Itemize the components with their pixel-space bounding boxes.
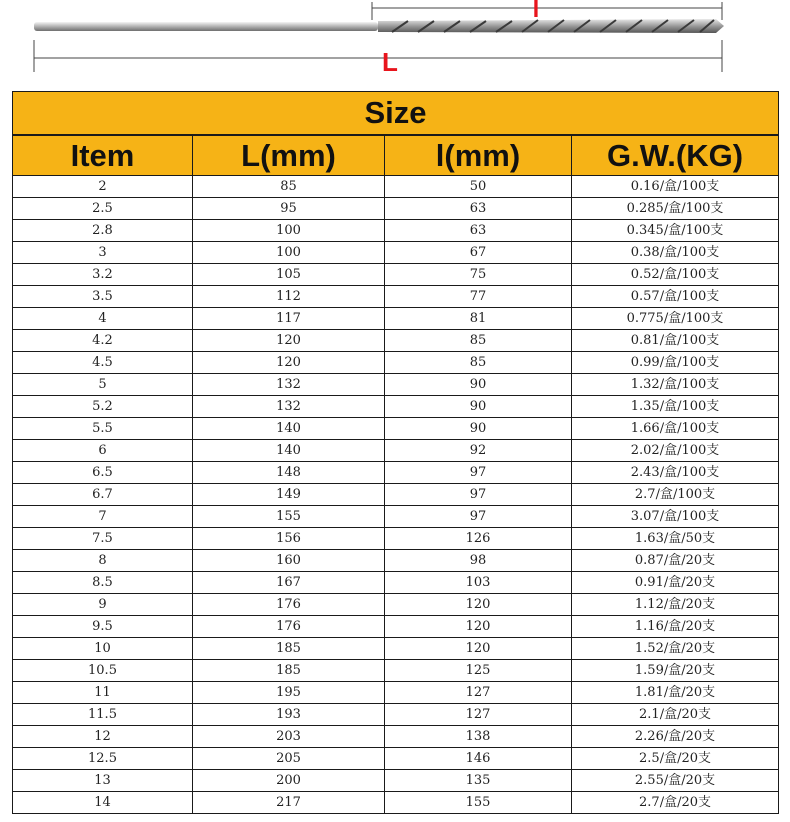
table-row	[13, 352, 779, 374]
cell-gross-weight: 2.5/盒/20支	[572, 748, 779, 770]
cell-gross-weight: 0.81/盒/100支	[572, 330, 779, 352]
header-gross-weight: G.W.(KG)	[572, 135, 779, 176]
cell-gross-weight: 0.52/盒/100支	[572, 264, 779, 286]
cell-item: 2	[13, 176, 193, 198]
cell-overall-length: 120	[193, 352, 385, 374]
cell-gross-weight: 1.52/盒/20支	[572, 638, 779, 660]
cell-overall-length: 100	[193, 242, 385, 264]
table-row	[13, 286, 779, 308]
table-title: Size	[13, 92, 779, 136]
cell-flute-length: 85	[385, 352, 572, 374]
cell-gross-weight: 0.16/盒/100支	[572, 176, 779, 198]
drill-bit-diagram	[0, 0, 790, 80]
cell-overall-length: 117	[193, 308, 385, 330]
cell-flute-length: 97	[385, 462, 572, 484]
cell-flute-length: 103	[385, 572, 572, 594]
table-body	[13, 176, 779, 814]
cell-item: 8.5	[13, 572, 193, 594]
cell-overall-length: 200	[193, 770, 385, 792]
cell-flute-length: 77	[385, 286, 572, 308]
cell-flute-length: 126	[385, 528, 572, 550]
cell-overall-length: 167	[193, 572, 385, 594]
cell-item: 7.5	[13, 528, 193, 550]
table-row	[13, 770, 779, 792]
cell-flute-length: 92	[385, 440, 572, 462]
overall-length-label: L	[382, 47, 398, 77]
table-row	[13, 242, 779, 264]
table-row	[13, 660, 779, 682]
cell-item: 4	[13, 308, 193, 330]
table-row	[13, 308, 779, 330]
cell-gross-weight: 2.1/盒/20支	[572, 704, 779, 726]
cell-overall-length: 205	[193, 748, 385, 770]
cell-item: 2.8	[13, 220, 193, 242]
cell-flute-length: 120	[385, 594, 572, 616]
cell-item: 6.5	[13, 462, 193, 484]
table-row	[13, 550, 779, 572]
cell-item: 8	[13, 550, 193, 572]
cell-gross-weight: 1.16/盒/20支	[572, 616, 779, 638]
cell-item: 14	[13, 792, 193, 814]
cell-flute-length: 127	[385, 704, 572, 726]
cell-flute-length: 120	[385, 616, 572, 638]
cell-overall-length: 176	[193, 616, 385, 638]
cell-gross-weight: 1.32/盒/100支	[572, 374, 779, 396]
cell-overall-length: 148	[193, 462, 385, 484]
cell-overall-length: 140	[193, 418, 385, 440]
cell-gross-weight: 1.81/盒/20支	[572, 682, 779, 704]
cell-gross-weight: 0.285/盒/100支	[572, 198, 779, 220]
cell-flute-length: 135	[385, 770, 572, 792]
table-row	[13, 506, 779, 528]
cell-item: 7	[13, 506, 193, 528]
cell-item: 11	[13, 682, 193, 704]
table-row	[13, 462, 779, 484]
cell-item: 3	[13, 242, 193, 264]
cell-gross-weight: 1.35/盒/100支	[572, 396, 779, 418]
header-row	[13, 135, 779, 176]
cell-gross-weight: 1.12/盒/20支	[572, 594, 779, 616]
cell-gross-weight: 0.775/盒/100支	[572, 308, 779, 330]
cell-flute-length: 50	[385, 176, 572, 198]
cell-overall-length: 112	[193, 286, 385, 308]
header-overall-length: L(mm)	[193, 135, 385, 176]
table-row	[13, 396, 779, 418]
cell-gross-weight: 0.345/盒/100支	[572, 220, 779, 242]
size-table	[12, 91, 779, 814]
table-row	[13, 440, 779, 462]
cell-item: 6.7	[13, 484, 193, 506]
cell-overall-length: 95	[193, 198, 385, 220]
cell-overall-length: 176	[193, 594, 385, 616]
cell-item: 13	[13, 770, 193, 792]
cell-overall-length: 132	[193, 374, 385, 396]
cell-item: 4.2	[13, 330, 193, 352]
table-row	[13, 792, 779, 814]
cell-flute-length: 138	[385, 726, 572, 748]
cell-overall-length: 156	[193, 528, 385, 550]
cell-item: 5.2	[13, 396, 193, 418]
cell-overall-length: 185	[193, 660, 385, 682]
table-row	[13, 572, 779, 594]
cell-gross-weight: 2.55/盒/20支	[572, 770, 779, 792]
table-row	[13, 220, 779, 242]
drill-shank	[34, 22, 378, 31]
cell-overall-length: 195	[193, 682, 385, 704]
cell-gross-weight: 1.63/盒/50支	[572, 528, 779, 550]
cell-overall-length: 217	[193, 792, 385, 814]
cell-item: 10.5	[13, 660, 193, 682]
header-flute-length: l(mm)	[385, 135, 572, 176]
cell-flute-length: 63	[385, 220, 572, 242]
cell-flute-length: 146	[385, 748, 572, 770]
cell-flute-length: 125	[385, 660, 572, 682]
table-row	[13, 682, 779, 704]
cell-flute-length: 90	[385, 374, 572, 396]
table-row	[13, 528, 779, 550]
table-row	[13, 726, 779, 748]
table-row	[13, 638, 779, 660]
cell-flute-length: 67	[385, 242, 572, 264]
cell-item: 5	[13, 374, 193, 396]
cell-overall-length: 160	[193, 550, 385, 572]
cell-item: 6	[13, 440, 193, 462]
cell-overall-length: 85	[193, 176, 385, 198]
table-row	[13, 418, 779, 440]
cell-gross-weight: 0.99/盒/100支	[572, 352, 779, 374]
table-row	[13, 484, 779, 506]
flute-length-label: l	[532, 0, 540, 23]
cell-overall-length: 149	[193, 484, 385, 506]
table-row	[13, 616, 779, 638]
cell-overall-length: 140	[193, 440, 385, 462]
cell-flute-length: 90	[385, 396, 572, 418]
cell-item: 12.5	[13, 748, 193, 770]
cell-gross-weight: 2.7/盒/20支	[572, 792, 779, 814]
cell-item: 12	[13, 726, 193, 748]
cell-gross-weight: 0.38/盒/100支	[572, 242, 779, 264]
cell-overall-length: 100	[193, 220, 385, 242]
table-row	[13, 198, 779, 220]
cell-overall-length: 155	[193, 506, 385, 528]
cell-gross-weight: 0.91/盒/20支	[572, 572, 779, 594]
table-row	[13, 748, 779, 770]
cell-item: 4.5	[13, 352, 193, 374]
cell-item: 3.5	[13, 286, 193, 308]
cell-flute-length: 155	[385, 792, 572, 814]
cell-item: 9	[13, 594, 193, 616]
cell-gross-weight: 1.66/盒/100支	[572, 418, 779, 440]
cell-gross-weight: 0.57/盒/100支	[572, 286, 779, 308]
table-row	[13, 176, 779, 198]
cell-gross-weight: 2.26/盒/20支	[572, 726, 779, 748]
cell-overall-length: 193	[193, 704, 385, 726]
cell-flute-length: 127	[385, 682, 572, 704]
cell-overall-length: 203	[193, 726, 385, 748]
cell-flute-length: 97	[385, 484, 572, 506]
cell-flute-length: 63	[385, 198, 572, 220]
table-row	[13, 594, 779, 616]
cell-flute-length: 75	[385, 264, 572, 286]
table-row	[13, 330, 779, 352]
cell-item: 5.5	[13, 418, 193, 440]
cell-flute-length: 98	[385, 550, 572, 572]
cell-overall-length: 105	[193, 264, 385, 286]
cell-gross-weight: 0.87/盒/20支	[572, 550, 779, 572]
cell-gross-weight: 1.59/盒/20支	[572, 660, 779, 682]
cell-flute-length: 81	[385, 308, 572, 330]
header-item: Item	[13, 135, 193, 176]
cell-flute-length: 120	[385, 638, 572, 660]
cell-flute-length: 97	[385, 506, 572, 528]
cell-item: 11.5	[13, 704, 193, 726]
cell-gross-weight: 2.02/盒/100支	[572, 440, 779, 462]
cell-overall-length: 132	[193, 396, 385, 418]
cell-flute-length: 90	[385, 418, 572, 440]
cell-gross-weight: 2.43/盒/100支	[572, 462, 779, 484]
cell-gross-weight: 2.7/盒/100支	[572, 484, 779, 506]
table-row	[13, 264, 779, 286]
cell-item: 9.5	[13, 616, 193, 638]
cell-item: 10	[13, 638, 193, 660]
cell-item: 3.2	[13, 264, 193, 286]
cell-flute-length: 85	[385, 330, 572, 352]
table-row	[13, 704, 779, 726]
cell-gross-weight: 3.07/盒/100支	[572, 506, 779, 528]
cell-overall-length: 120	[193, 330, 385, 352]
table-row	[13, 374, 779, 396]
cell-overall-length: 185	[193, 638, 385, 660]
cell-item: 2.5	[13, 198, 193, 220]
